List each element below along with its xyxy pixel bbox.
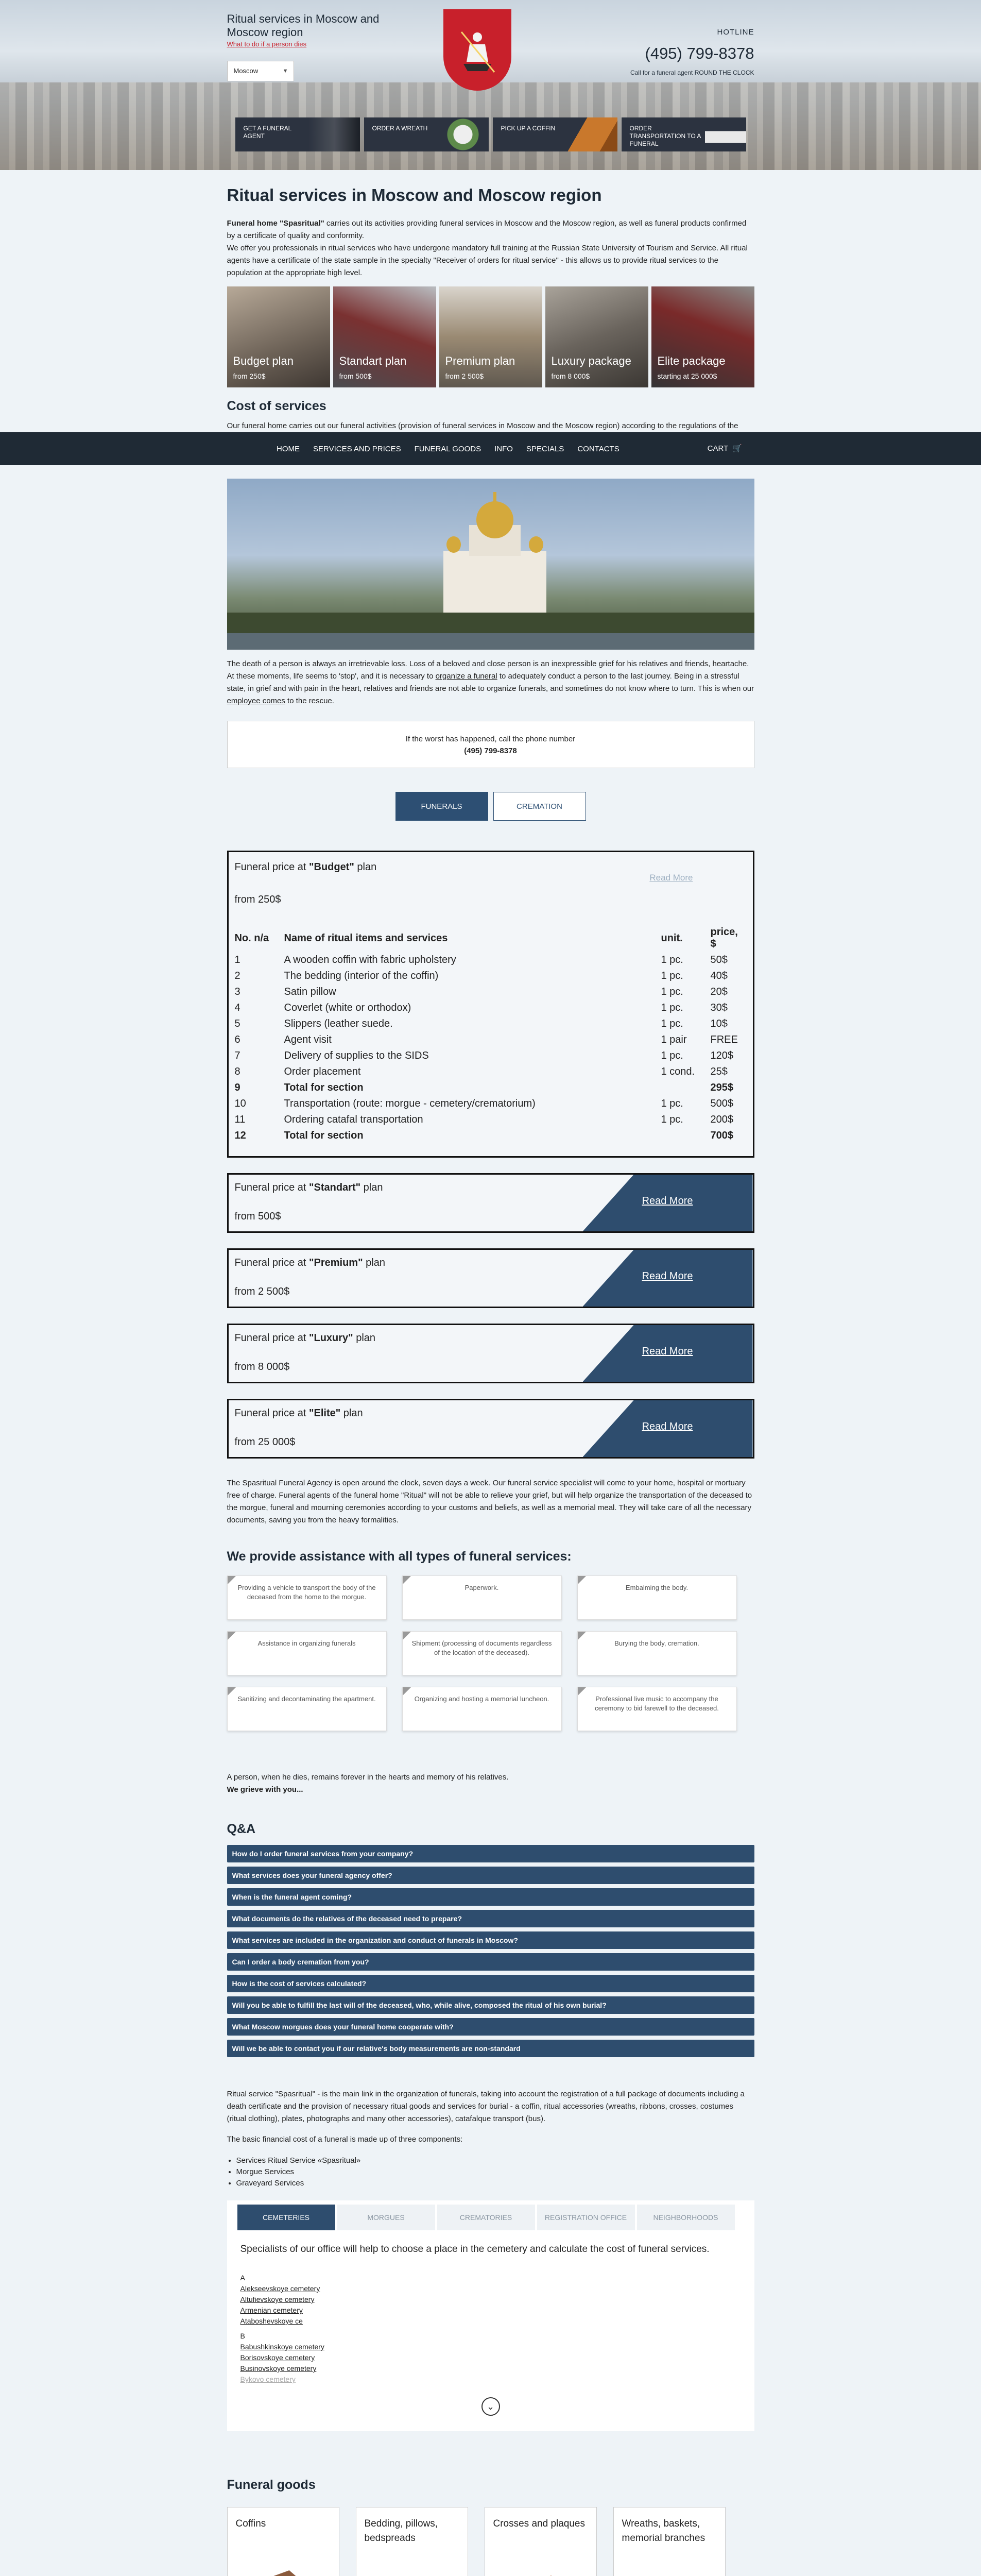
plan-tile-title: Luxury package (551, 354, 631, 367)
directory-lead: Specialists of our office will help to choose a place in the cemetery and calculate the cost of funeral services. (240, 2244, 710, 2255)
quick-link-coffin[interactable] (493, 117, 617, 151)
intro-text-2: We offer you professionals in ritual services who have undergone mandatory full training at the Russian State University of Tourism and Service. All ritual agents have a certificate of the state sample in the specialty "Receiver of orders for ritual service" - this allows us to provide ritual services to the population at the appropriate high level. (227, 244, 748, 277)
plan-box-name: "Standart" (309, 1182, 361, 1193)
ritual-text-2: The basic financial cost of a funeral is made up of three components: (227, 2135, 463, 2144)
quick-link-agent[interactable] (235, 117, 360, 151)
service-card[interactable]: Embalming the body. (577, 1575, 737, 1620)
goods-card-title: Wreaths, baskets, memorial branches (622, 2518, 705, 2544)
table-cell-price: 30$ (710, 1002, 728, 1013)
plan-box-read-more[interactable]: Read More (642, 1346, 693, 1357)
plan-tile-standart[interactable] (333, 286, 436, 387)
table-cell-name: Agent visit (284, 1034, 332, 1045)
expand-down-icon[interactable]: ⌄ (481, 2397, 500, 2416)
budget-price-table (235, 924, 747, 1144)
plan-tile-title: Premium plan (445, 354, 515, 367)
goods-card-title: Coffins (235, 2518, 266, 2529)
table-cell-unit: 1 cond. (661, 1066, 695, 1077)
tab-neighborhoods[interactable]: NEIGHBORHOODS (637, 2205, 735, 2230)
table-cell-n: 5 (234, 1018, 240, 1029)
component-item: • Services Ritual Service «Spasritual» (236, 2155, 754, 2166)
plan-box-standart[interactable] (227, 1173, 754, 1233)
service-card[interactable]: Sanitizing and decontaminating the apartment. (227, 1687, 387, 1731)
quick-link-label: ORDER A WREATH (372, 125, 428, 132)
goods-grid (227, 2507, 754, 2576)
table-row (235, 1064, 747, 1080)
table-row (235, 1032, 747, 1048)
cart-icon: 🛒 (730, 444, 742, 453)
table-cell-price: 120$ (710, 1050, 733, 1061)
quick-link-transport[interactable] (622, 117, 746, 151)
budget-plan-card (227, 851, 754, 1158)
plan-tile-price: from 2 500$ (445, 372, 484, 380)
faq-item[interactable]: What services does your funeral agency offer? (227, 1867, 754, 1884)
hotline-label: HOTLINE (717, 28, 754, 37)
plan-box-title (235, 1257, 385, 1269)
table-cell-name: Slippers (leather suede. (284, 1018, 393, 1029)
service-card[interactable]: Organizing and hosting a memorial luncheon. (402, 1687, 562, 1731)
service-card[interactable]: Paperwork. (402, 1575, 562, 1620)
plan-box-from: from 500$ (234, 1211, 281, 1222)
faq-item[interactable]: Will we be able to contact you if our relative's body measurements are non-standard (227, 2040, 754, 2057)
plan-tile-price: from 500$ (339, 372, 372, 380)
nav-specials[interactable]: SPECIALS (526, 444, 564, 453)
intro-text-1: carries out its activities providing funeral services in Moscow and the Moscow region, as well as funeral products confirmed by a certificate of quality and conformity. (227, 219, 747, 240)
faq-item[interactable]: What Moscow morgues does your funeral home cooperate with? (227, 2018, 754, 2036)
cemetery-link[interactable]: Borisovskoye cemetery (240, 2353, 315, 2362)
plan-box-read-more[interactable]: Read More (642, 1195, 693, 1207)
table-cell-n: 11 (234, 1114, 246, 1125)
table-cell-unit: 1 pc. (661, 954, 683, 965)
plan-tiles (227, 286, 754, 387)
quick-link-wreath[interactable] (364, 117, 489, 151)
budget-title-name: "Budget" (309, 861, 354, 873)
table-cell-n: 8 (234, 1066, 240, 1077)
goods-card-coffins[interactable] (227, 2507, 339, 2576)
chevron-down-icon: ▼ (282, 68, 288, 74)
table-cell-name: A wooden coffin with fabric upholstery (284, 954, 456, 965)
plan-box-from: from 8 000$ (234, 1361, 290, 1372)
table-cell-n: 7 (234, 1050, 240, 1061)
budget-title (235, 861, 747, 873)
service-tabs (227, 792, 754, 821)
cemetery-list (227, 2255, 754, 2385)
hearse-photo (705, 117, 746, 151)
plan-box-title (235, 1408, 363, 1419)
table-cell-unit: 1 pc. (661, 1114, 683, 1125)
plan-box-read-more[interactable]: Read More (642, 1421, 693, 1432)
tab-cemeteries[interactable]: CEMETERIES (237, 2205, 335, 2230)
assist-title: We provide assistance with all types of funeral services: (227, 1549, 572, 1564)
call-box (227, 721, 754, 768)
agency-text: The Spasritual Funeral Agency is open around the clock, seven days a week. Our funeral service specialist will come to your home, hospital or mortuary free of charge. Funeral agents of the funeral home "Ritual" will not be able to relieve your grief, but will help organize the transportation of the deceased to the morgue, funeral and mourning ceremonies according to your customs and beliefs, as well as a memorial meal. They will take care of all the necessary documents, saving you from the heavy formalities. (227, 1479, 752, 1524)
table-cell-name: Coverlet (white or orthodox) (284, 1002, 411, 1013)
plan-tile-elite[interactable] (651, 286, 754, 387)
table-cell-unit: 1 pc. (661, 970, 683, 981)
plan-tile-premium[interactable] (439, 286, 542, 387)
directory-tabs (227, 2200, 754, 2230)
coat-of-arms-logo[interactable] (443, 9, 511, 91)
plan-box-prefix: Funeral price at (234, 1257, 309, 1268)
st-george-icon (454, 22, 501, 78)
city-select[interactable] (227, 61, 294, 81)
faq-list (227, 1845, 754, 2057)
pillow-icon (374, 2569, 451, 2576)
table-row (235, 984, 747, 1000)
what-to-do-link[interactable]: What to do if a person dies (227, 40, 307, 48)
tab-cremation[interactable]: CREMATION (493, 792, 586, 821)
intro-text (227, 217, 754, 279)
table-cell-name: Ordering catafal transportation (284, 1114, 423, 1125)
table-cell-unit: 1 pc. (661, 1098, 683, 1109)
death-text-1: The death of a person is always an irretrievable loss. Loss of a beloved and close person is an inexpressible grief for his relatives and friends, heartache. At these moments, life seems to 'stop', and it is necessary to (227, 659, 749, 681)
quick-link-label: PICK UP A COFFIN (501, 125, 556, 132)
table-row (235, 1112, 747, 1128)
table-cell-unit (661, 1080, 711, 1096)
table-cell-n: 10 (234, 1098, 246, 1109)
table-cell-name: Delivery of supplies to the SIDS (284, 1050, 429, 1061)
cart-button[interactable] (708, 444, 742, 453)
plan-box-suffix: plan (340, 1408, 363, 1419)
plan-tile-budget[interactable] (227, 286, 330, 387)
cost-title: Cost of services (227, 399, 326, 413)
death-text (227, 658, 754, 707)
service-card[interactable]: Assistance in organizing funerals (227, 1631, 387, 1675)
table-cell-price: 200$ (710, 1114, 733, 1125)
table-row (235, 1048, 747, 1064)
service-card[interactable]: Professional live music to accompany the ceremony to bid farewell to the deceased. (577, 1687, 737, 1731)
cost-text: Our funeral home carries out our funeral activities (provision of funeral services in Moscow and the Moscow region) according to the regulations of the (227, 421, 738, 430)
quick-link-label: GET A FUNERAL AGENT (243, 125, 291, 140)
quick-links (235, 117, 746, 151)
main-nav (0, 432, 981, 465)
plan-box-suffix: plan (353, 1332, 376, 1344)
table-cell-price: FREE (710, 1034, 738, 1045)
plan-tile-title: Standart plan (339, 354, 407, 367)
tab-crematories[interactable]: CREMATORIES (437, 2205, 535, 2230)
cemetery-link[interactable]: Businovskoye cemetery (240, 2364, 317, 2372)
table-row (235, 1000, 747, 1016)
table-cell-n: 9 (234, 1082, 240, 1093)
employee-link[interactable]: employee comes (227, 697, 285, 705)
cost-components (227, 2155, 754, 2189)
faq-title: Q&A (227, 1822, 256, 1836)
table-cell-name: Satin pillow (284, 986, 336, 997)
plan-box-suffix: plan (360, 1182, 383, 1193)
memory-line-2: We grieve with you... (227, 1785, 303, 1794)
ritual-text-1: Ritual service "Spasritual" - is the main link in the organization of funerals, taking into account the registration of a full package of documents including a death certificate and the provision of necessary ritual goods and services for burial - a coffin, ritual accessories (wreaths, ribbons, crosses, costumes (ritual clothing), plates, photographs and many other accessories), catafalque transport (bus). (227, 2090, 745, 2123)
tab-funerals[interactable]: FUNERALS (395, 792, 488, 821)
table-cell-unit: 1 pair (661, 1034, 687, 1045)
table-cell-name: The bedding (interior of the coffin) (284, 970, 439, 981)
table-cell-unit: 1 pc. (661, 986, 683, 997)
nav-goods[interactable]: FUNERAL GOODS (414, 444, 481, 453)
table-row (235, 1096, 747, 1112)
goods-card-title: Crosses and plaques (493, 2518, 585, 2529)
plan-box-luxury[interactable] (227, 1324, 754, 1383)
table-cell-price: 500$ (710, 1098, 733, 1109)
budget-from: from 250$ (234, 894, 281, 905)
plan-tile-title: Elite package (657, 354, 726, 367)
cemetery-link[interactable]: Alekseevskoye cemetery (240, 2284, 320, 2293)
table-cell-price: 700$ (710, 1130, 733, 1141)
plan-box-title (235, 1332, 376, 1344)
faq-item[interactable]: What services are included in the organization and conduct of funerals in Moscow? (227, 1931, 754, 1949)
intro-strong: Funeral home "Spasritual" (227, 219, 324, 228)
budget-read-more[interactable]: Read More (649, 873, 693, 883)
nav-contacts[interactable]: CONTACTS (577, 444, 619, 453)
table-header-row (235, 924, 747, 952)
services-grid (227, 1575, 754, 1731)
cross-icon (503, 2569, 580, 2576)
faq-item[interactable]: Will you be able to fulfill the last will of the deceased, who, while alive, composed the ritual of his own burial? (227, 1996, 754, 2014)
table-cell-price: 295$ (710, 1082, 733, 1093)
col-price: price, $ (710, 926, 738, 950)
plan-box-suffix: plan (363, 1257, 385, 1268)
call-box-phone[interactable]: (495) 799-8378 (464, 747, 517, 755)
cemetery-link[interactable]: Bykovo cemetery (240, 2375, 296, 2383)
agent-photo (308, 117, 360, 151)
table-cell-n: 12 (234, 1130, 246, 1141)
memory-line-1: A person, when he dies, remains forever in the hearts and memory of his relatives. (227, 1773, 509, 1782)
table-cell-unit: 1 pc. (661, 1002, 683, 1013)
goods-title: Funeral goods (227, 2478, 316, 2492)
table-row (235, 1016, 747, 1032)
col-unit: unit. (661, 932, 683, 944)
nav-items (277, 432, 619, 465)
cemetery-link[interactable]: Babushkinskoye cemetery (240, 2343, 324, 2351)
plan-box-prefix: Funeral price at (234, 1408, 309, 1419)
tab-morgues[interactable]: MORGUES (337, 2205, 435, 2230)
nav-services[interactable]: SERVICES AND PRICES (313, 444, 401, 453)
cathedral-icon (227, 479, 754, 650)
cemetery-link[interactable]: Armenian cemetery (240, 2306, 303, 2314)
table-cell-n: 3 (234, 986, 240, 997)
tab-registration[interactable]: REGISTRATION OFFICE (537, 2205, 635, 2230)
hero-header (0, 0, 981, 170)
table-cell-n: 4 (234, 1002, 240, 1013)
plan-box-from: from 2 500$ (234, 1286, 290, 1297)
plan-box-prefix: Funeral price at (234, 1332, 309, 1344)
table-cell-price: 50$ (710, 954, 728, 965)
cart-label: CART (707, 444, 728, 453)
hotline-note: Call for a funeral agent ROUND THE CLOCK (630, 69, 754, 76)
plan-box-elite[interactable] (227, 1399, 754, 1459)
table-row (235, 1080, 747, 1096)
site-title: Ritual services in Moscow and Moscow region (227, 12, 380, 39)
table-cell-unit (661, 1128, 711, 1144)
memory-text (227, 1771, 754, 1796)
faq-item[interactable]: Can I order a body cremation from you? (227, 1953, 754, 1971)
plan-box-read-more[interactable]: Read More (642, 1270, 693, 1282)
col-name: Name of ritual items and services (284, 932, 448, 944)
nav-info[interactable]: INFO (494, 444, 513, 453)
quick-link-label: ORDER TRANSPORTATION TO A FUNERAL (629, 125, 701, 147)
col-number: No. n/a (234, 932, 269, 944)
service-card[interactable]: Providing a vehicle to transport the body of the deceased from the home to the morgue. (227, 1575, 387, 1620)
table-cell-name: Order placement (284, 1066, 361, 1077)
wreath-photo (437, 117, 489, 151)
budget-title-suffix: plan (354, 861, 377, 873)
goods-card-title: Bedding, pillows, bedspreads (364, 2518, 438, 2544)
faq-item[interactable]: How do I order funeral services from your company? (227, 1845, 754, 1862)
letter-heading: B (240, 2332, 245, 2340)
wreath-icon (631, 2569, 709, 2576)
table-cell-price: 20$ (710, 986, 728, 997)
table-cell-n: 2 (234, 970, 240, 981)
goods-card-crosses[interactable] (485, 2507, 597, 2576)
cathedral-photo (227, 479, 754, 650)
table-cell-name: Total for section (284, 1130, 364, 1141)
plan-box-name: "Premium" (309, 1257, 363, 1268)
service-card[interactable]: Burying the body, cremation. (577, 1631, 737, 1675)
budget-title-prefix: Funeral price at (234, 861, 309, 873)
faq-item[interactable]: How is the cost of services calculated? (227, 1975, 754, 1992)
directory-panel (227, 2200, 754, 2431)
plan-box-premium[interactable] (227, 1248, 754, 1308)
goods-card-bedding[interactable] (356, 2507, 468, 2576)
table-row (235, 952, 747, 968)
organize-funeral-link[interactable]: organize a funeral (435, 672, 497, 681)
plan-tile-price: from 250$ (233, 372, 266, 380)
death-text-3: to the rescue. (285, 697, 334, 705)
main-content (227, 185, 754, 432)
plan-box-name: "Luxury" (309, 1332, 353, 1344)
service-card[interactable]: Shipment (processing of documents regardless of the location of the deceased). (402, 1631, 562, 1675)
table-cell-n: 6 (234, 1034, 240, 1045)
faq-item[interactable]: What documents do the relatives of the deceased need to prepare? (227, 1910, 754, 1927)
goods-card-wreaths[interactable] (613, 2507, 726, 2576)
plan-box-from: from 25 000$ (234, 1436, 296, 1448)
plan-tile-title: Budget plan (233, 354, 294, 367)
plan-box-prefix: Funeral price at (234, 1182, 309, 1193)
coffin-photo (566, 117, 617, 151)
plan-box-name: "Elite" (309, 1408, 341, 1419)
death-text-2: to adequately conduct a person to the last journey. Being in a stressful state, in grief and with pain in the heart, relatives and friends are not able to organize funerals, and sometimes do not know where to turn. This is when our (227, 672, 754, 693)
faq-item[interactable]: When is the funeral agent coming? (227, 1888, 754, 1906)
table-cell-price: 25$ (710, 1066, 728, 1077)
city-select-value: Moscow (233, 67, 259, 75)
letter-heading: A (240, 2274, 245, 2282)
nav-home[interactable]: HOME (277, 444, 300, 453)
table-row (235, 968, 747, 984)
table-cell-name: Transportation (route: morgue - cemetery/crematorium) (284, 1098, 536, 1109)
coffin-icon (245, 2569, 322, 2576)
table-cell-price: 40$ (710, 970, 728, 981)
component-item: • Graveyard Services (236, 2178, 754, 2189)
plan-tile-price: starting at 25 000$ (657, 372, 717, 380)
call-box-text: If the worst has happened, call the phone number (405, 735, 576, 743)
plan-box-title (235, 1182, 383, 1194)
table-row (235, 1128, 747, 1144)
component-item: • Morgue Services (236, 2166, 754, 2178)
table-cell-name: Total for section (284, 1082, 364, 1093)
table-cell-unit: 1 pc. (661, 1050, 683, 1061)
plan-tile-price: from 8 000$ (551, 372, 590, 380)
cemetery-link[interactable]: Altufievskoye cemetery (240, 2295, 315, 2303)
table-cell-unit: 1 pc. (661, 1018, 683, 1029)
cemetery-link[interactable]: Ataboshevskoye ce (240, 2317, 303, 2325)
hotline-phone[interactable]: (495) 799-8378 (645, 44, 754, 62)
table-cell-n: 1 (234, 954, 240, 965)
page-title: Ritual services in Moscow and Moscow region (227, 185, 602, 205)
plan-tile-luxury[interactable] (545, 286, 648, 387)
table-cell-price: 10$ (710, 1018, 728, 1029)
